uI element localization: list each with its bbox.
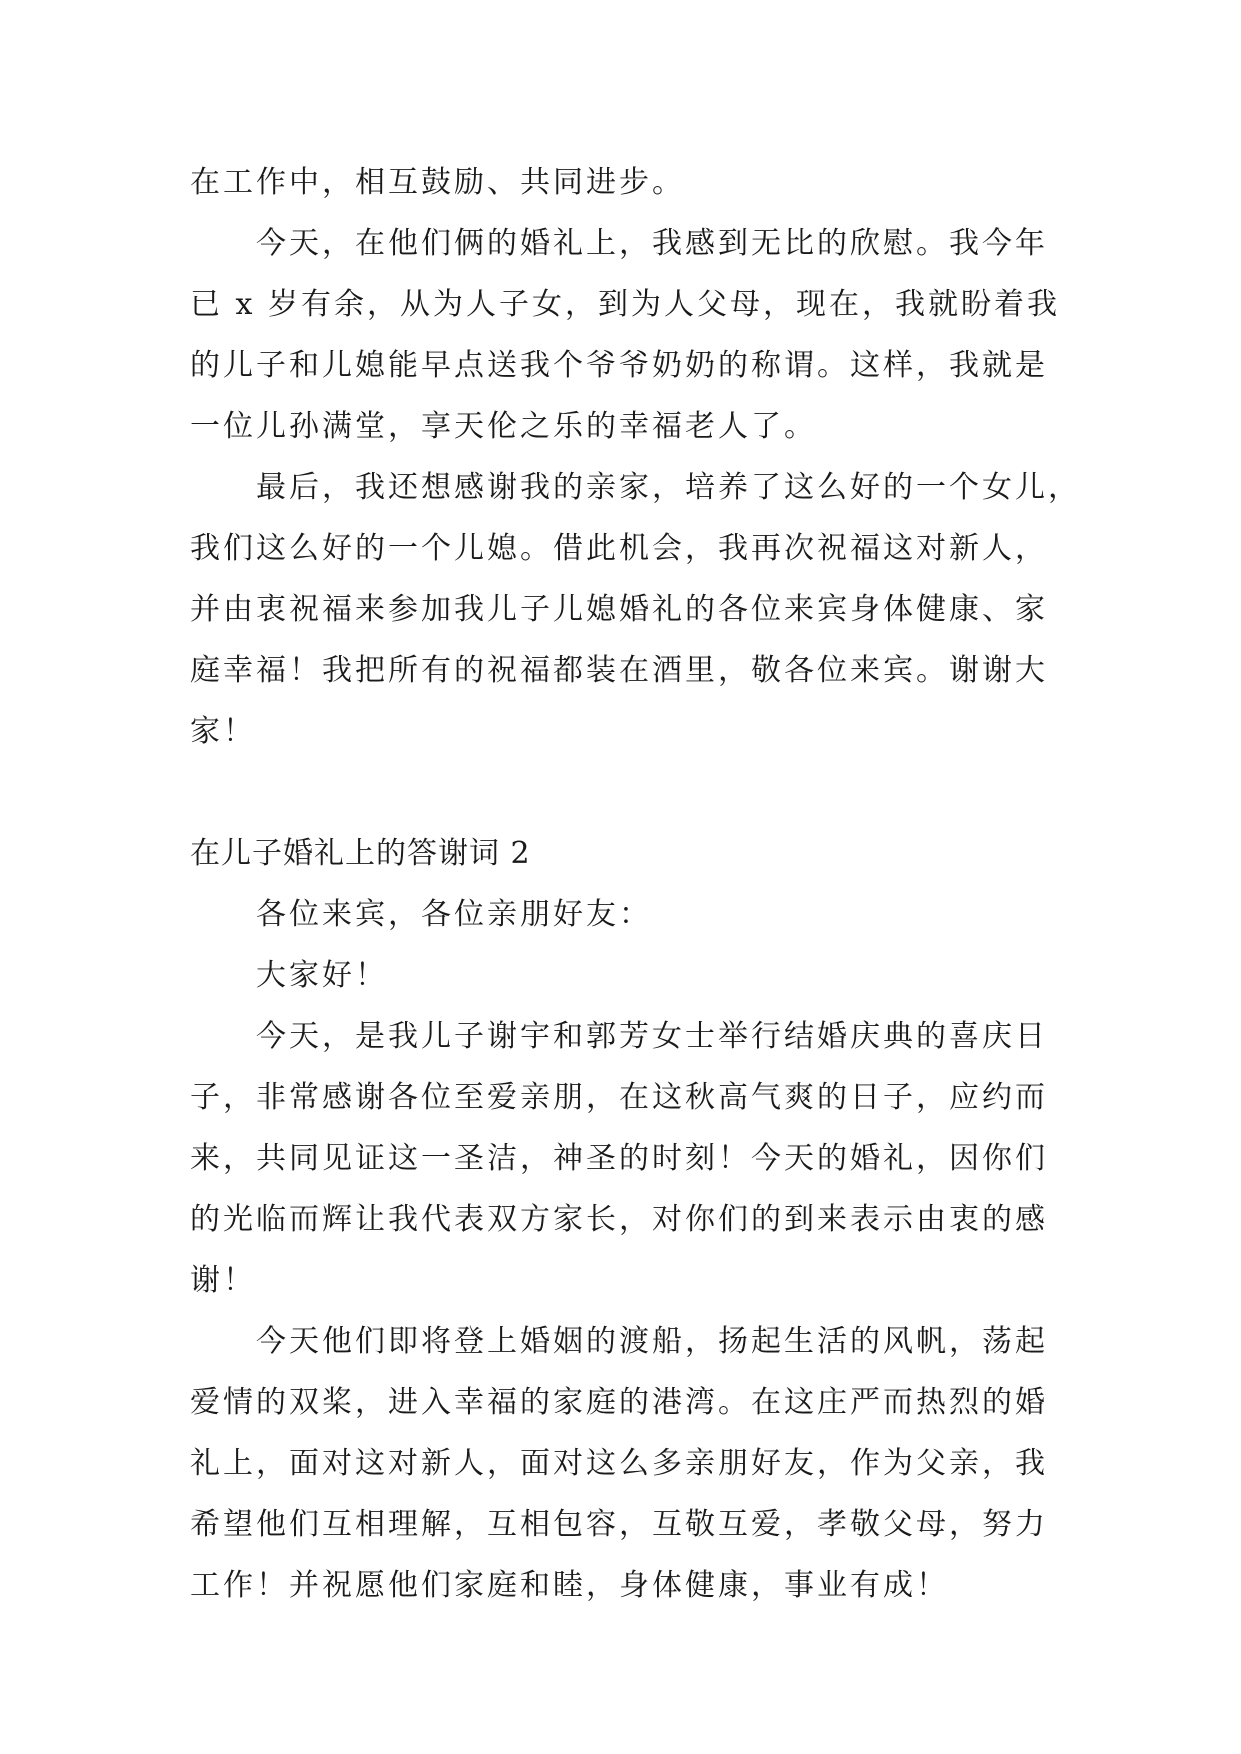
- text-line: 礼上，面对这对新人，面对这么多亲朋好友，作为父亲，我: [190, 1446, 1048, 1481]
- text-line: 我们这么好的一个儿媳。借此机会，我再次祝福这对新人，: [190, 531, 1048, 566]
- text-line: 庭幸福！我把所有的祝福都装在酒里，敬各位来宾。谢谢大: [190, 653, 1048, 688]
- text-line: 今天他们即将登上婚姻的渡船，扬起生活的风帆，荡起: [256, 1324, 1048, 1359]
- text-line: 工作！并祝愿他们家庭和睦，身体健康，事业有成！: [190, 1568, 949, 1603]
- section-heading: 在儿子婚礼上的答谢词 2: [190, 836, 531, 871]
- text-line: 已 x 岁有余，从为人子女，到为人父母，现在，我就盼着我: [190, 287, 1060, 322]
- text-line: 今天，是我儿子谢宇和郭芳女士举行结婚庆典的喜庆日: [256, 1019, 1048, 1054]
- paragraph-gap: [190, 762, 1065, 823]
- text-line: 在工作中，相互鼓励、共同进步。: [190, 165, 685, 200]
- text-line: 来，共同见证这一圣洁，神圣的时刻！今天的婚礼，因你们: [190, 1141, 1048, 1176]
- text-line: 家！: [190, 714, 256, 749]
- document-body: [190, 152, 1081, 1616]
- text-line: 最后，我还想感谢我的亲家，培养了这么好的一个女儿，: [256, 470, 1081, 505]
- text-line: 谢！: [190, 1263, 256, 1298]
- text-line: 并由衷祝福来参加我儿子儿媳婚礼的各位来宾身体健康、家: [190, 592, 1048, 627]
- text-line: 爱情的双桨，进入幸福的家庭的港湾。在这庄严而热烈的婚: [190, 1385, 1048, 1420]
- text-line: 子，非常感谢各位至爱亲朋，在这秋高气爽的日子，应约而: [190, 1080, 1048, 1115]
- text-line: 希望他们互相理解，互相包容，互敬互爱，孝敬父母，努力: [190, 1507, 1048, 1542]
- text-line: 各位来宾，各位亲朋好友：: [256, 897, 652, 932]
- text-line: 大家好！: [256, 958, 388, 993]
- text-line: 的光临而辉让我代表双方家长，对你们的到来表示由衷的感: [190, 1202, 1048, 1237]
- text-line: 今天，在他们俩的婚礼上，我感到无比的欣慰。我今年: [256, 226, 1048, 261]
- text-line: 的儿子和儿媳能早点送我个爷爷奶奶的称谓。这样，我就是: [190, 348, 1048, 383]
- text-line: 一位儿孙满堂，享天伦之乐的幸福老人了。: [190, 409, 817, 444]
